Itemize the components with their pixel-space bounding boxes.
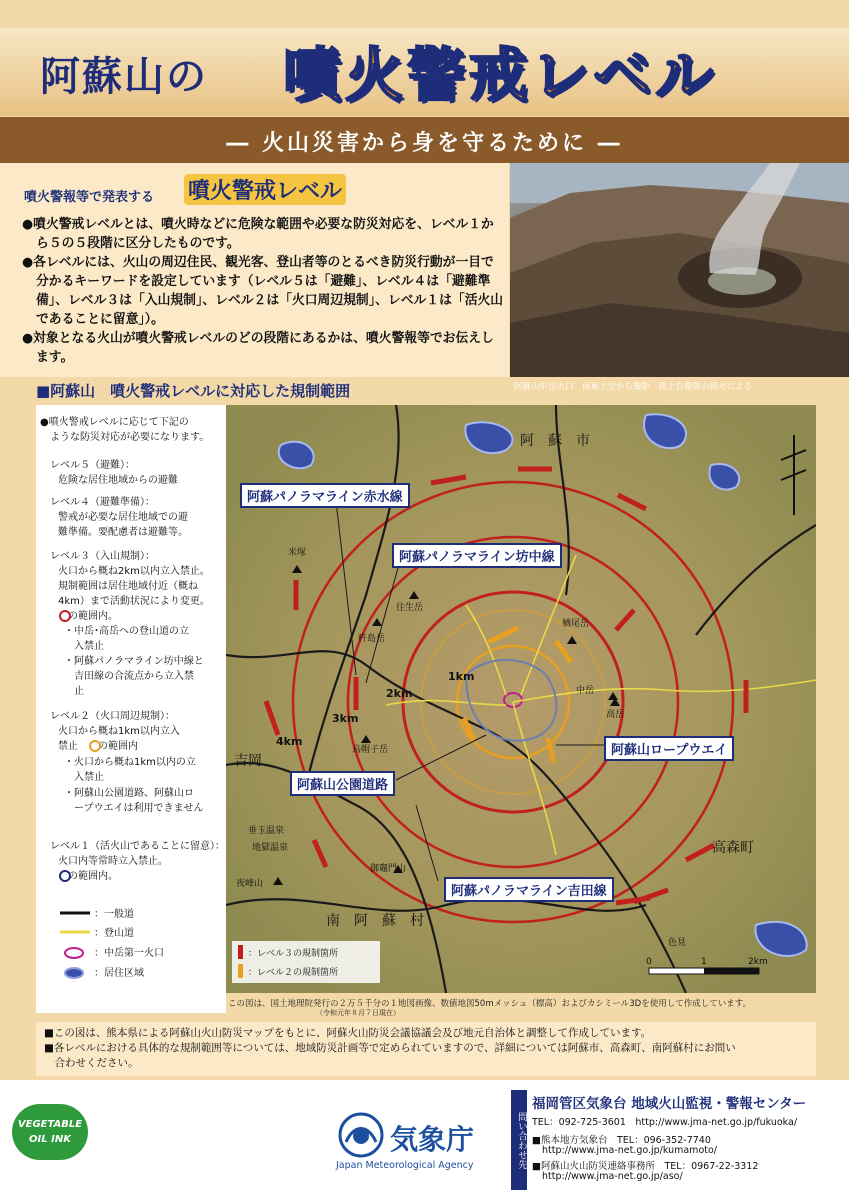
lv3-text-1: 火口から概ね2km以内立入禁止。 (58, 566, 210, 577)
lv2-text-2: 禁止 の範囲内 (58, 741, 138, 752)
ring-label-4km: 4km (276, 735, 303, 748)
scale-2km: 2km (748, 957, 768, 967)
town-minamiaso: 南 阿 蘇 村 (326, 913, 424, 929)
intro-lead: 噴火警報等で発表する (24, 190, 155, 205)
lv3-text-5: ・中岳･高岳への登山道の立 (64, 626, 189, 637)
place-iroi: 色見 (668, 938, 687, 948)
map-regulation-legend (232, 941, 380, 983)
lv2-text-1: 火口から概ね1km以内立入 (58, 726, 180, 737)
place-ojodake: 往生岳 (396, 603, 424, 613)
title-part2: 噴火警戒レベル (283, 41, 718, 109)
intro-bullet: ●各レベルには、火山の周辺住民、観光客、登山者等のとるべき防災行動が一目で分かるキーワードを設定しています（レベル５は「避難」、レベル４は「避難準備」、レベル３は「入山規制」、レベル２は「火口周辺規制」、レベル１は「活火山であることに留意」）。 (22, 255, 504, 327)
lv1-text-1: 火口内等常時立入禁止。 (58, 856, 168, 867)
label-park-road: 阿蘇山公園道路 (290, 771, 395, 796)
lv3-reg-label: ：レベル３の規制箇所 (248, 949, 339, 959)
legend-intro-1: ●噴火警戒レベルに応じて下記の (40, 417, 189, 428)
lv3-ring-icon (58, 610, 72, 622)
crater-label: ：中岳第一火口 (94, 948, 164, 959)
lv5-title: レベル５（避難）： (50, 460, 135, 471)
regulation-map (226, 405, 816, 993)
place-gokamado: 御竈門山 (370, 864, 407, 874)
crater-photo (510, 163, 849, 377)
place-kishimadake: 杵島岳 (358, 634, 386, 644)
ring-label-2km: 2km (386, 687, 413, 700)
trail-label: ：登山道 (94, 928, 134, 939)
org-aso-office-url: http://www.jma-net.go.jp/aso/ (542, 1171, 683, 1182)
subtitle: ― 火山災害から身を守るために ― (226, 131, 623, 156)
ink-logo-text-1: VEGETABLE (17, 1119, 83, 1130)
road-symbol (58, 908, 92, 918)
lv3-text-4: の範囲内。 (58, 611, 118, 622)
place-jigoku: 地獄温泉 (252, 843, 289, 853)
town-aso: 阿 蘇 市 (520, 433, 590, 449)
jma-logo-icon (336, 1112, 386, 1158)
lv3-text-7: ・阿蘇パノラマライン坊中線と (64, 656, 204, 667)
label-akamizu-line: 阿蘇パノラマライン赤水線 (240, 483, 410, 508)
lv5-text: 危険な居住地域からの避難 (58, 475, 178, 486)
contact-tag: 問い合わせ先 (511, 1090, 527, 1190)
lv4-text-2: 難準備。要配慮者は避難等。 (58, 527, 188, 538)
lv3-title: レベル３（入山規制）： (50, 551, 155, 562)
scale-bar (649, 968, 759, 974)
label-ropeway: 阿蘇山ロープウエイ (604, 736, 734, 761)
town-yoshioka: 吉岡 (234, 753, 262, 769)
ring-label-1km: 1km (448, 670, 475, 683)
place-eboshidake: 烏帽子岳 (352, 745, 389, 755)
org-kumamoto-url: http://www.jma-net.go.jp/kumamoto/ (542, 1145, 717, 1156)
lv3-text-9: 止 (64, 686, 84, 697)
legend-panel (36, 405, 226, 1013)
label-bochu-line: 阿蘇パノラマライン坊中線 (392, 543, 562, 568)
lv2-text-3: ・火口から概ね1km以内の立 (64, 757, 196, 768)
lv3-reg-swatch (238, 945, 243, 959)
lv2-text-4: 入禁止 (64, 772, 104, 783)
org-aso-office: ■阿蘇山火山防災連絡事務所 TEL：0967-22-3312 (532, 1161, 759, 1172)
ring-label-3km: 3km (332, 712, 359, 725)
section-heading: ■阿蘇山 噴火警戒レベルに対応した規制範囲 (36, 382, 351, 400)
org-main-contact: TEL：092-725-3601 http://www.jma-net.go.jp/fukuoka/ (532, 1117, 798, 1128)
lv3-text-2: 規制範囲は居住地域付近（概ね (58, 581, 198, 592)
ink-logo-text-2: OIL INK (29, 1134, 71, 1145)
legend-intro-2: ような防災対応が必要になります。 (50, 432, 210, 443)
place-tarudama: 垂玉温泉 (248, 826, 285, 836)
lv2-ring-icon (88, 740, 102, 752)
place-nakadake: 中岳 (576, 686, 595, 696)
footer (0, 1082, 849, 1200)
place-yonezuka: 米塚 (288, 548, 307, 558)
lv3-text-8: 吉田線の合流点から立入禁 (64, 671, 194, 682)
trail-symbol (58, 927, 92, 937)
title-part1: 阿蘇山の (40, 54, 208, 100)
note-2: ■各レベルにおける具体的な規制範囲等については、地域防災計画等で定められていますので、詳細については阿蘇市、高森町、南阿蘇村にお問い (44, 1042, 736, 1054)
scale-0: 0 (646, 957, 652, 967)
crater-photo-illustration (510, 163, 849, 377)
lv1-text-2: の範囲内。 (58, 871, 118, 882)
intro-bullets (22, 215, 504, 367)
label-yoshida-line: 阿蘇パノラマライン吉田線 (444, 877, 614, 902)
residential-label: ：居住区域 (94, 968, 144, 979)
org-kumamoto: ■熊本地方気象台 TEL：096-352-7740 (532, 1135, 711, 1146)
note-1: ■この図は、熊本県による阿蘇山火山防災マップをもとに、阿蘇火山防災会議協議会及び地元自治体と調整して作成しています。 (44, 1027, 652, 1039)
scale-1: 1 (701, 957, 707, 967)
lv4-text-1: 警戒が必要な居住地域での避 (58, 512, 188, 523)
lv3-text-6: 入禁止 (64, 641, 104, 652)
org-main: 福岡管区気象台 地域火山監視・警報センター (532, 1096, 807, 1112)
intro-heading: 噴火警戒レベル (184, 174, 346, 205)
photo-caption: 阿蘇山中岳火口 南東上空から撮影 陸上自衛隊の協力による (514, 382, 753, 392)
residential-symbol (62, 966, 86, 980)
lv4-title: レベル４（避難準備）： (50, 497, 155, 508)
map-credit: この図は、国土地理院発行の２万５千分の１地図画像、数値地図50mメッシュ（標高）およびカシミール3Dを使用して作成しています。 (228, 999, 752, 1009)
lv2-text-6: ープウエイは利用できません (64, 803, 204, 814)
lv2-reg-swatch (238, 964, 243, 978)
place-yomineyama: 夜峰山 (236, 879, 264, 889)
note-3: 合わせください。 (44, 1057, 139, 1069)
lv2-text-5: ・阿蘇山公園道路、阿蘇山ロ (64, 788, 194, 799)
lv2-title: レベル２（火口周辺規制）： (50, 711, 175, 722)
place-takadake: 高岳 (606, 710, 625, 720)
lv1-title: レベル１（活火山であることに留意）： (50, 841, 225, 852)
crater-symbol (62, 946, 86, 960)
map-date: （令和元年８月７日現在） (316, 1009, 400, 1017)
jma-name: 気象庁 (390, 1123, 475, 1156)
intro-bullet: ●対象となる火山が噴火警戒レベルのどの段階にあるかは、噴火警報等でお伝えします。 (22, 331, 494, 365)
town-takamori: 高森町 (712, 840, 754, 856)
lv1-ring-icon (58, 870, 72, 882)
lv2-reg-label: ：レベル２の規制箇所 (248, 968, 339, 978)
notes-panel (36, 1022, 816, 1076)
place-washiodake: 楢尾岳 (562, 619, 590, 629)
road-label: ：一般道 (94, 909, 134, 920)
intro-bullet: ●噴火警戒レベルとは、噴火時などに危険な範囲や必要な防災対応を、レベル１から５の５段階に区分したものです。 (22, 217, 494, 251)
lv3-text-3: 4km）まで活動状況により変更。 (58, 596, 210, 607)
vegetable-oil-ink-logo (12, 1104, 88, 1160)
jma-english-name: Japan Meteorological Agency (336, 1160, 474, 1171)
